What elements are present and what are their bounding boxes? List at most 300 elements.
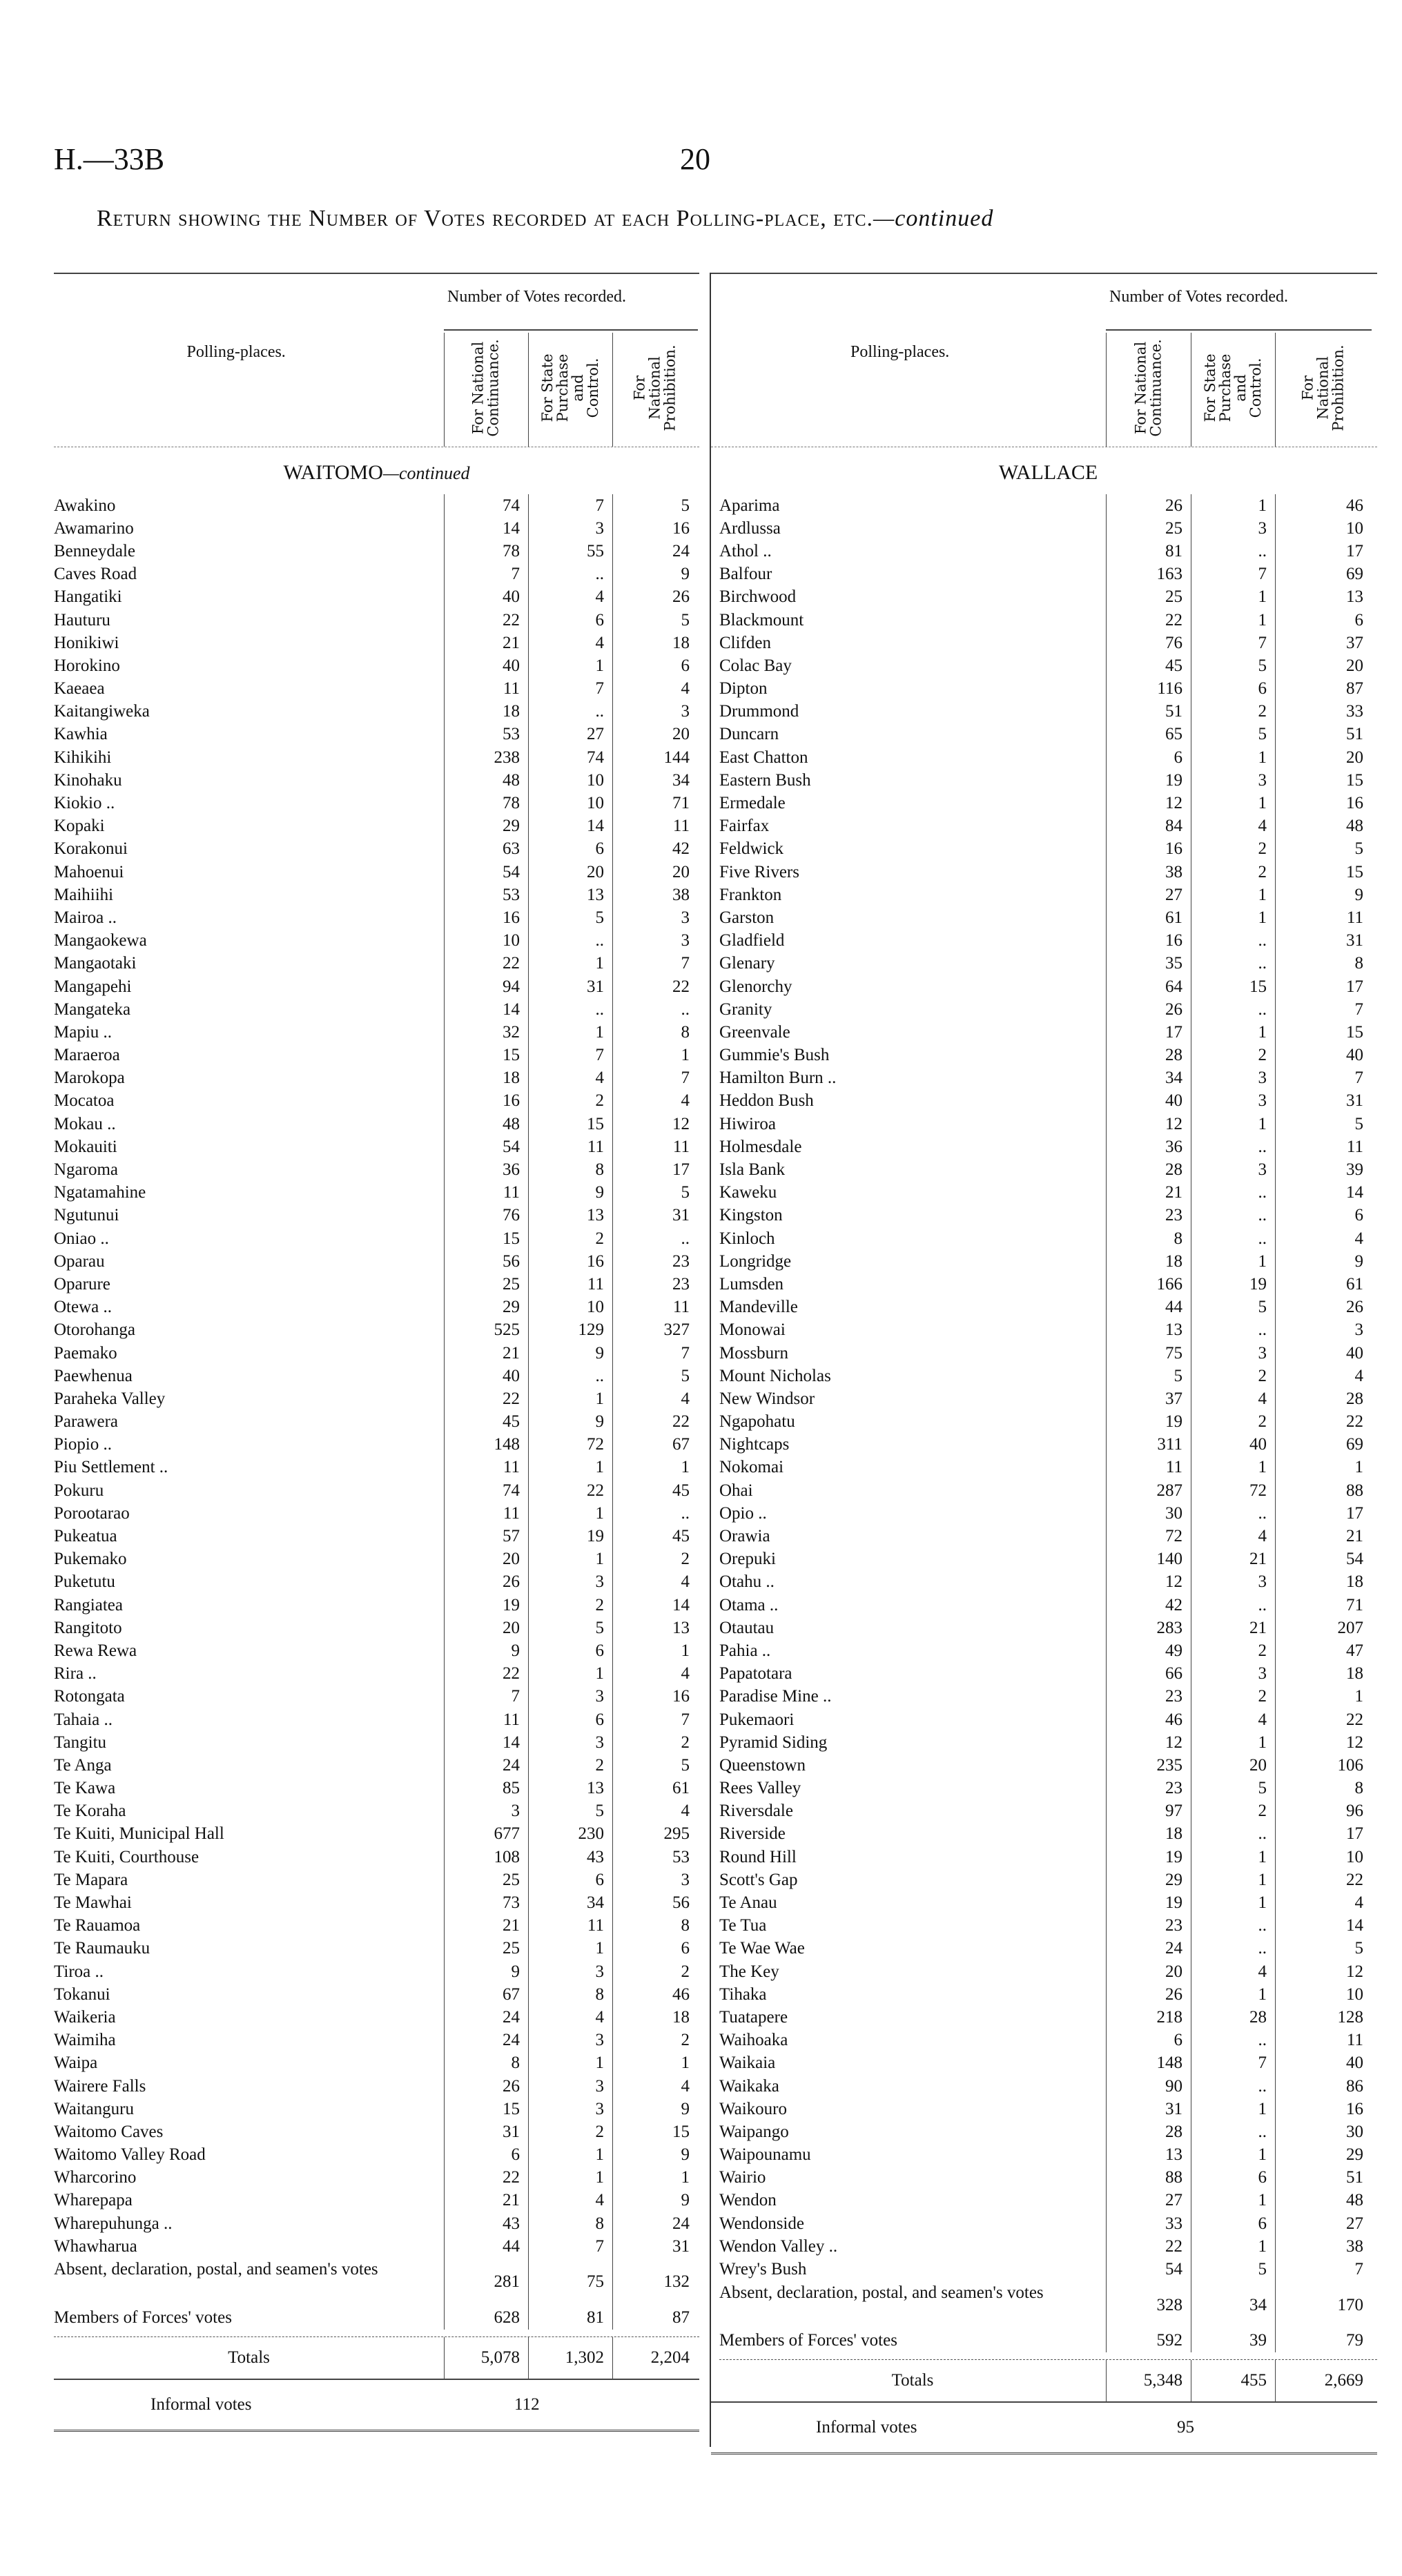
vote-count-continuance: 3 bbox=[444, 1800, 528, 1823]
table-row bbox=[54, 1960, 699, 1983]
vote-count-continuance: 22 bbox=[444, 609, 528, 632]
table-row bbox=[54, 1663, 699, 1686]
vote-count-state-control: 3 bbox=[528, 1571, 612, 1594]
polling-place-name: Waitanguru bbox=[54, 2099, 135, 2118]
polling-place-name: Five Rivers bbox=[719, 862, 799, 881]
vote-count-continuance: 44 bbox=[1106, 1296, 1191, 1319]
vote-count-state-control: 19 bbox=[528, 1525, 612, 1548]
polling-place-name: Wharepapa bbox=[54, 2191, 133, 2210]
vote-count-continuance: 74 bbox=[444, 1479, 528, 1502]
vote-count-state-control: 1 bbox=[1191, 1846, 1275, 1868]
vote-count-continuance: 90 bbox=[1106, 2075, 1191, 2098]
vote-count-prohibition: 42 bbox=[612, 838, 698, 861]
vote-count-prohibition: 31 bbox=[1275, 930, 1372, 953]
vote-count-continuance: 5,078 bbox=[444, 2337, 528, 2379]
table-row bbox=[54, 701, 699, 723]
polling-place-name: Lumsden bbox=[719, 1274, 784, 1294]
vote-count-prohibition: 38 bbox=[1275, 2235, 1372, 2258]
vote-count-prohibition: 10 bbox=[1275, 1846, 1372, 1868]
vote-count-prohibition: 15 bbox=[1275, 861, 1372, 884]
vote-count-continuance: 525 bbox=[444, 1319, 528, 1342]
vote-count-continuance: 51 bbox=[1106, 701, 1191, 723]
vote-count-prohibition: 23 bbox=[612, 1273, 698, 1296]
vote-count-state-control: 4 bbox=[528, 586, 612, 609]
polling-place-name: Otahu .. bbox=[719, 1572, 775, 1592]
polling-place-name: Holmesdale bbox=[719, 1137, 802, 1156]
table-row bbox=[719, 2212, 1377, 2235]
vote-count-prohibition: 3 bbox=[612, 930, 698, 953]
vote-count-prohibition: 1 bbox=[612, 2167, 698, 2189]
vote-count-continuance: 40 bbox=[444, 654, 528, 677]
table-row bbox=[54, 1548, 699, 1571]
vote-count-prohibition: 4 bbox=[612, 1663, 698, 1686]
vote-count-prohibition: 10 bbox=[1275, 1983, 1372, 2006]
vote-count-state-control: 1 bbox=[1191, 2144, 1275, 2167]
table-row bbox=[719, 1891, 1377, 1914]
vote-count-continuance: 26 bbox=[444, 1571, 528, 1594]
table-row bbox=[54, 769, 699, 792]
vote-count-continuance: 16 bbox=[1106, 930, 1191, 953]
vote-count-state-control: 1 bbox=[1191, 1456, 1275, 1479]
vote-count-prohibition: 22 bbox=[1275, 1868, 1372, 1891]
vote-count-state-control: 1 bbox=[1191, 1868, 1275, 1891]
vote-count-state-control: 13 bbox=[528, 1204, 612, 1227]
vote-count-state-control: 3 bbox=[1191, 769, 1275, 792]
vote-count-state-control: 2 bbox=[1191, 838, 1275, 861]
polling-place-name: Pukemako bbox=[54, 1550, 127, 1569]
vote-count-continuance: 21 bbox=[444, 632, 528, 654]
polling-place-name: Members of Forces' votes bbox=[54, 2308, 232, 2328]
polling-place-name: Pahia .. bbox=[719, 1641, 771, 1660]
column-header-c2 bbox=[536, 333, 605, 443]
polling-place-name: Fairfax bbox=[719, 817, 770, 836]
vote-count-state-control: 1 bbox=[528, 1456, 612, 1479]
vote-count-prohibition: 144 bbox=[612, 746, 698, 769]
table-row bbox=[54, 1319, 699, 1342]
polling-place-name: Otama .. bbox=[719, 1595, 779, 1614]
vote-count-state-control: 2 bbox=[528, 2120, 612, 2143]
vote-count-continuance: 19 bbox=[444, 1594, 528, 1617]
vote-count-continuance: 84 bbox=[1106, 815, 1191, 838]
polling-place-name: Ngatamahine bbox=[54, 1183, 146, 1202]
vote-count-prohibition: 8 bbox=[612, 1021, 698, 1044]
vote-count-continuance: 19 bbox=[1106, 1891, 1191, 1914]
vote-count-continuance: 287 bbox=[1106, 1479, 1191, 1502]
table-row bbox=[54, 1823, 699, 1846]
table-row bbox=[54, 678, 699, 701]
vote-count-prohibition: 11 bbox=[1275, 1135, 1372, 1158]
polling-place-name: Waikeria bbox=[54, 2007, 116, 2027]
vote-count-state-control: 3 bbox=[1191, 517, 1275, 540]
polling-place-name: Puketutu bbox=[54, 1572, 115, 1592]
table-row bbox=[54, 1273, 699, 1296]
vote-count-state-control: 1 bbox=[528, 2144, 612, 2167]
vote-count-state-control: 34 bbox=[1191, 2281, 1275, 2330]
vote-count-continuance: 6 bbox=[1106, 746, 1191, 769]
vote-count-state-control: .. bbox=[1191, 1502, 1275, 1525]
table-body bbox=[711, 494, 1377, 2401]
vote-count-continuance: 9 bbox=[444, 1639, 528, 1662]
polling-place-name: Oniao .. bbox=[54, 1229, 109, 1248]
vote-count-continuance: 21 bbox=[444, 2189, 528, 2212]
vote-count-state-control: .. bbox=[528, 701, 612, 723]
table-row bbox=[54, 1502, 699, 1525]
table-row bbox=[54, 838, 699, 861]
vote-count-prohibition: 14 bbox=[1275, 1182, 1372, 1204]
polling-place-name: Mahoenui bbox=[54, 862, 124, 881]
vote-count-continuance: 78 bbox=[444, 540, 528, 563]
vote-count-state-control: 3 bbox=[1191, 1158, 1275, 1181]
vote-count-continuance: 28 bbox=[1106, 1158, 1191, 1181]
vote-count-state-control: 6 bbox=[528, 609, 612, 632]
vote-count-prohibition: 2,204 bbox=[612, 2337, 698, 2379]
vote-count-state-control: 6 bbox=[528, 1639, 612, 1662]
vote-count-continuance: 15 bbox=[444, 2098, 528, 2120]
vote-count-continuance: 81 bbox=[1106, 540, 1191, 563]
vote-count-prohibition: 40 bbox=[1275, 2052, 1372, 2075]
vote-count-continuance: 35 bbox=[1106, 953, 1191, 975]
polling-place-name: Blackmount bbox=[719, 610, 804, 630]
vote-count-prohibition: 327 bbox=[612, 1319, 698, 1342]
vote-count-continuance: 25 bbox=[444, 1868, 528, 1891]
informal-votes-label: Informal votes bbox=[150, 2394, 252, 2414]
vote-count-state-control: 5 bbox=[1191, 654, 1275, 677]
table-row bbox=[719, 1800, 1377, 1823]
vote-count-continuance: 54 bbox=[444, 1135, 528, 1158]
vote-count-state-control: 14 bbox=[528, 815, 612, 838]
vote-count-prohibition: 295 bbox=[612, 1823, 698, 1846]
polling-place-name: Mandeville bbox=[719, 1298, 798, 1317]
vote-count-state-control: 1 bbox=[528, 1663, 612, 1686]
vote-count-state-control: 16 bbox=[528, 1250, 612, 1273]
vote-count-continuance: 148 bbox=[1106, 2052, 1191, 2075]
vote-count-prohibition: 24 bbox=[612, 2212, 698, 2235]
vote-count-state-control: 10 bbox=[528, 1296, 612, 1319]
column-label: For State Purchase and Control. bbox=[1202, 353, 1264, 422]
polling-place-name: Piopio .. bbox=[54, 1435, 113, 1454]
vote-count-prohibition: 5 bbox=[612, 1754, 698, 1777]
polling-place-name: Frankton bbox=[719, 885, 782, 904]
table-row bbox=[719, 838, 1377, 861]
vote-count-prohibition: 11 bbox=[1275, 2029, 1372, 2052]
polling-place-name: Mangateka bbox=[54, 999, 131, 1019]
vote-count-prohibition: 16 bbox=[1275, 2098, 1372, 2120]
vote-count-state-control: 2 bbox=[528, 1227, 612, 1250]
vote-count-prohibition: 106 bbox=[1275, 1754, 1372, 1777]
vote-count-state-control: 2 bbox=[528, 1090, 612, 1113]
polling-place-name: Tangitu bbox=[54, 1733, 107, 1752]
vote-count-state-control: 1 bbox=[1191, 1113, 1275, 1135]
table-row bbox=[719, 723, 1377, 746]
vote-count-prohibition: 16 bbox=[612, 1686, 698, 1708]
vote-count-state-control: 6 bbox=[528, 1868, 612, 1891]
polling-place-name: Honikiwi bbox=[54, 633, 119, 652]
vote-count-state-control: 3 bbox=[1191, 1663, 1275, 1686]
polling-place-name: Duncarn bbox=[719, 725, 779, 744]
vote-count-continuance: 11 bbox=[444, 1502, 528, 1525]
table-row bbox=[54, 2052, 699, 2075]
vote-count-state-control: 4 bbox=[528, 632, 612, 654]
vote-count-continuance: 40 bbox=[444, 586, 528, 609]
table-row bbox=[719, 2120, 1377, 2143]
vote-count-state-control: 34 bbox=[528, 1891, 612, 1914]
table-row bbox=[719, 1365, 1377, 1387]
vote-count-state-control: 10 bbox=[528, 769, 612, 792]
polling-place-name: Otorohanga bbox=[54, 1320, 136, 1340]
table-row bbox=[719, 678, 1377, 701]
vote-count-prohibition: 31 bbox=[612, 2235, 698, 2258]
vote-count-prohibition: 51 bbox=[1275, 2167, 1372, 2189]
polling-place-name: Kaweku bbox=[719, 1183, 777, 1202]
vote-count-continuance: 48 bbox=[444, 769, 528, 792]
table-row bbox=[54, 517, 699, 540]
vote-count-prohibition: 31 bbox=[1275, 1090, 1372, 1113]
column-divider bbox=[1106, 333, 1107, 447]
polling-place-name: Mokauiti bbox=[54, 1137, 117, 1156]
vote-count-state-control: 40 bbox=[1191, 1434, 1275, 1456]
vote-count-continuance: 49 bbox=[1106, 1639, 1191, 1662]
vote-count-state-control: 1 bbox=[1191, 609, 1275, 632]
table-row bbox=[719, 1571, 1377, 1594]
polling-place-name: Round Hill bbox=[719, 1847, 797, 1866]
vote-count-continuance: 17 bbox=[1106, 1021, 1191, 1044]
vote-count-state-control: .. bbox=[1191, 1915, 1275, 1938]
vote-count-continuance: 46 bbox=[1106, 1708, 1191, 1731]
column-divider bbox=[444, 333, 445, 447]
table-row bbox=[54, 1158, 699, 1181]
vote-count-state-control: 1 bbox=[1191, 792, 1275, 814]
vote-count-prohibition: 6 bbox=[1275, 609, 1372, 632]
polling-place-name: Eastern Bush bbox=[719, 770, 811, 790]
vote-count-continuance: 13 bbox=[1106, 1319, 1191, 1342]
polling-place-name: Waihoaka bbox=[719, 2031, 788, 2050]
vote-count-state-control: 8 bbox=[528, 1983, 612, 2006]
vote-count-prohibition: 5 bbox=[1275, 1938, 1372, 1960]
vote-count-state-control: 1 bbox=[1191, 906, 1275, 929]
vote-count-state-control: 4 bbox=[1191, 1387, 1275, 1410]
column-label: For National Prohibition. bbox=[1300, 344, 1347, 431]
vote-count-prohibition: 2 bbox=[612, 2029, 698, 2052]
vote-count-continuance: 11 bbox=[444, 678, 528, 701]
table-row bbox=[719, 1296, 1377, 1319]
vote-count-state-control: 5 bbox=[1191, 1296, 1275, 1319]
vote-count-prohibition: 86 bbox=[1275, 2075, 1372, 2098]
vote-count-state-control: 6 bbox=[1191, 2167, 1275, 2189]
vote-count-prohibition: 22 bbox=[1275, 1411, 1372, 1434]
vote-count-state-control: .. bbox=[1191, 930, 1275, 953]
vote-count-continuance: 14 bbox=[444, 998, 528, 1021]
table-row bbox=[719, 861, 1377, 884]
vote-count-state-control: 11 bbox=[528, 1135, 612, 1158]
vote-count-prohibition: 8 bbox=[612, 1915, 698, 1938]
vote-count-state-control: 7 bbox=[1191, 563, 1275, 586]
table-row bbox=[719, 1135, 1377, 1158]
page-number: 20 bbox=[680, 142, 710, 176]
table-row bbox=[719, 1090, 1377, 1113]
vote-count-state-control: 4 bbox=[528, 1067, 612, 1090]
polling-place-name: Waitomo Valley Road bbox=[54, 2145, 206, 2165]
vote-count-continuance: 37 bbox=[1106, 1387, 1191, 1410]
informal-votes-value: 112 bbox=[514, 2394, 540, 2414]
wallace-table bbox=[710, 273, 1377, 2447]
vote-count-prohibition: .. bbox=[612, 998, 698, 1021]
vote-count-continuance: 67 bbox=[444, 1983, 528, 2006]
vote-count-state-control: 1 bbox=[1191, 1021, 1275, 1044]
polling-place-name: Te Kawa bbox=[54, 1779, 116, 1798]
vote-count-prohibition: 4 bbox=[612, 1090, 698, 1113]
vote-count-continuance: 6 bbox=[444, 2144, 528, 2167]
vote-count-state-control: 1 bbox=[528, 953, 612, 975]
vote-count-state-control: 3 bbox=[1191, 1067, 1275, 1090]
vote-count-prohibition: 8 bbox=[1275, 1777, 1372, 1800]
polling-place-name: Athol .. bbox=[719, 541, 772, 560]
vote-count-continuance: 29 bbox=[1106, 1868, 1191, 1891]
vote-count-state-control: 15 bbox=[528, 1113, 612, 1135]
polling-place-name: Waipango bbox=[719, 2122, 789, 2141]
polling-place-name: Te Kuiti, Municipal Hall bbox=[54, 1824, 224, 1844]
vote-count-continuance: 42 bbox=[1106, 1594, 1191, 1617]
vote-count-continuance: 24 bbox=[444, 2029, 528, 2052]
vote-count-state-control: 1 bbox=[528, 2052, 612, 2075]
vote-count-prohibition: 6 bbox=[612, 654, 698, 677]
vote-count-prohibition: 5 bbox=[612, 1182, 698, 1204]
polling-place-name: Glenary bbox=[719, 954, 775, 973]
vote-count-continuance: 30 bbox=[1106, 1502, 1191, 1525]
polling-place-name: Wendon Valley .. bbox=[719, 2236, 838, 2256]
column-header bbox=[54, 273, 699, 447]
vote-count-continuance: 15 bbox=[444, 1227, 528, 1250]
vote-count-prohibition: 24 bbox=[612, 540, 698, 563]
vote-count-prohibition: 10 bbox=[1275, 517, 1372, 540]
vote-count-state-control: 8 bbox=[528, 1158, 612, 1181]
table-row bbox=[719, 654, 1377, 677]
table-row bbox=[54, 494, 699, 517]
vote-count-prohibition: 4 bbox=[1275, 1891, 1372, 1914]
vote-count-continuance: 97 bbox=[1106, 1800, 1191, 1823]
vote-count-prohibition: 7 bbox=[612, 1342, 698, 1365]
vote-count-state-control: 1 bbox=[528, 1387, 612, 1410]
table-row bbox=[54, 586, 699, 609]
polling-place-name: Greenvale bbox=[719, 1022, 790, 1042]
polling-place-name: Opio .. bbox=[719, 1503, 767, 1523]
table-row bbox=[719, 2235, 1377, 2258]
vote-count-prohibition: 40 bbox=[1275, 1342, 1372, 1365]
electorate-name: WAITOMO bbox=[283, 461, 383, 484]
vote-count-prohibition: 5 bbox=[612, 609, 698, 632]
vote-count-continuance: 11 bbox=[444, 1182, 528, 1204]
vote-count-state-control: 7 bbox=[1191, 2052, 1275, 2075]
table-row bbox=[54, 1915, 699, 1938]
vote-count-state-control: 43 bbox=[528, 1846, 612, 1868]
vote-count-state-control: 1 bbox=[528, 1938, 612, 1960]
table-row bbox=[54, 1090, 699, 1113]
polling-place-name: Members of Forces' votes bbox=[719, 2331, 897, 2350]
vote-count-continuance: 27 bbox=[1106, 2189, 1191, 2212]
vote-count-continuance: 25 bbox=[444, 1938, 528, 1960]
vote-count-continuance: 16 bbox=[444, 1090, 528, 1113]
vote-count-continuance: 12 bbox=[1106, 1731, 1191, 1754]
polling-place-name: Birchwood bbox=[719, 587, 797, 607]
table-row bbox=[719, 1983, 1377, 2006]
vote-count-state-control: 7 bbox=[1191, 632, 1275, 654]
vote-count-prohibition: 37 bbox=[1275, 632, 1372, 654]
table-row bbox=[719, 1754, 1377, 1777]
polling-place-name: Mangaokewa bbox=[54, 931, 147, 950]
polling-place-name: Mount Nicholas bbox=[719, 1366, 831, 1385]
table-row bbox=[719, 1639, 1377, 1662]
vote-count-continuance: 22 bbox=[444, 953, 528, 975]
vote-count-continuance: 140 bbox=[1106, 1548, 1191, 1571]
column-divider bbox=[612, 333, 613, 447]
vote-count-prohibition: 17 bbox=[612, 1158, 698, 1181]
polling-place-name: Ngapohatu bbox=[719, 1412, 795, 1432]
vote-count-state-control: 5 bbox=[1191, 1777, 1275, 1800]
vote-count-continuance: 11 bbox=[444, 1456, 528, 1479]
vote-count-state-control: 1,302 bbox=[528, 2337, 612, 2379]
vote-count-prohibition: 38 bbox=[612, 884, 698, 906]
polling-place-name: Wendon bbox=[719, 2191, 777, 2210]
table-row bbox=[54, 1686, 699, 1708]
vote-count-prohibition: 3 bbox=[612, 701, 698, 723]
vote-count-continuance: 18 bbox=[1106, 1823, 1191, 1846]
vote-count-prohibition: 4 bbox=[1275, 1227, 1372, 1250]
vote-count-state-control: 3 bbox=[1191, 1090, 1275, 1113]
polling-place-name: Waikaka bbox=[719, 2076, 779, 2096]
vote-count-continuance: 9 bbox=[444, 1960, 528, 1983]
table-row bbox=[719, 1021, 1377, 1044]
vote-count-prohibition: 71 bbox=[1275, 1594, 1372, 1617]
vote-count-state-control: .. bbox=[1191, 2120, 1275, 2143]
polling-place-name: Scott's Gap bbox=[719, 1870, 798, 1889]
vote-count-state-control: 1 bbox=[1191, 2098, 1275, 2120]
vote-count-state-control: 3 bbox=[528, 517, 612, 540]
table-row bbox=[719, 1250, 1377, 1273]
vote-count-state-control: 455 bbox=[1191, 2360, 1275, 2401]
vote-count-state-control: 1 bbox=[1191, 884, 1275, 906]
totals-row bbox=[719, 2359, 1377, 2401]
vote-count-prohibition: 5 bbox=[612, 1365, 698, 1387]
vote-count-continuance: 8 bbox=[1106, 1227, 1191, 1250]
vote-count-continuance: 65 bbox=[1106, 723, 1191, 746]
vote-count-prohibition: 7 bbox=[612, 1708, 698, 1731]
polling-place-name: Ngaroma bbox=[54, 1160, 119, 1180]
polling-place-name: Rees Valley bbox=[719, 1779, 801, 1798]
vote-count-continuance: 56 bbox=[444, 1250, 528, 1273]
header-rule bbox=[444, 329, 698, 331]
polling-place-name: Clifden bbox=[719, 633, 771, 652]
vote-count-prohibition: 11 bbox=[612, 815, 698, 838]
vote-count-prohibition: 26 bbox=[1275, 1296, 1372, 1319]
polling-place-name: Wendonside bbox=[719, 2214, 804, 2233]
vote-count-continuance: 18 bbox=[444, 701, 528, 723]
vote-count-prohibition: 23 bbox=[612, 1250, 698, 1273]
vote-count-state-control: 1 bbox=[1191, 746, 1275, 769]
table-row bbox=[54, 861, 699, 884]
vote-count-continuance: 12 bbox=[1106, 1571, 1191, 1594]
vote-count-prohibition: 88 bbox=[1275, 1479, 1372, 1502]
table-row bbox=[54, 998, 699, 1021]
vote-count-prohibition: 1 bbox=[612, 1639, 698, 1662]
vote-count-prohibition: 15 bbox=[1275, 1021, 1372, 1044]
polling-place-name: Tokanui bbox=[54, 1984, 110, 2004]
column-header-c1 bbox=[1114, 333, 1183, 443]
vote-count-continuance: 18 bbox=[444, 1067, 528, 1090]
vote-count-continuance: 25 bbox=[1106, 517, 1191, 540]
vote-count-state-control: 75 bbox=[528, 2258, 612, 2306]
vote-count-prohibition: 15 bbox=[1275, 769, 1372, 792]
vote-count-state-control: 1 bbox=[528, 654, 612, 677]
vote-count-prohibition: 34 bbox=[612, 769, 698, 792]
